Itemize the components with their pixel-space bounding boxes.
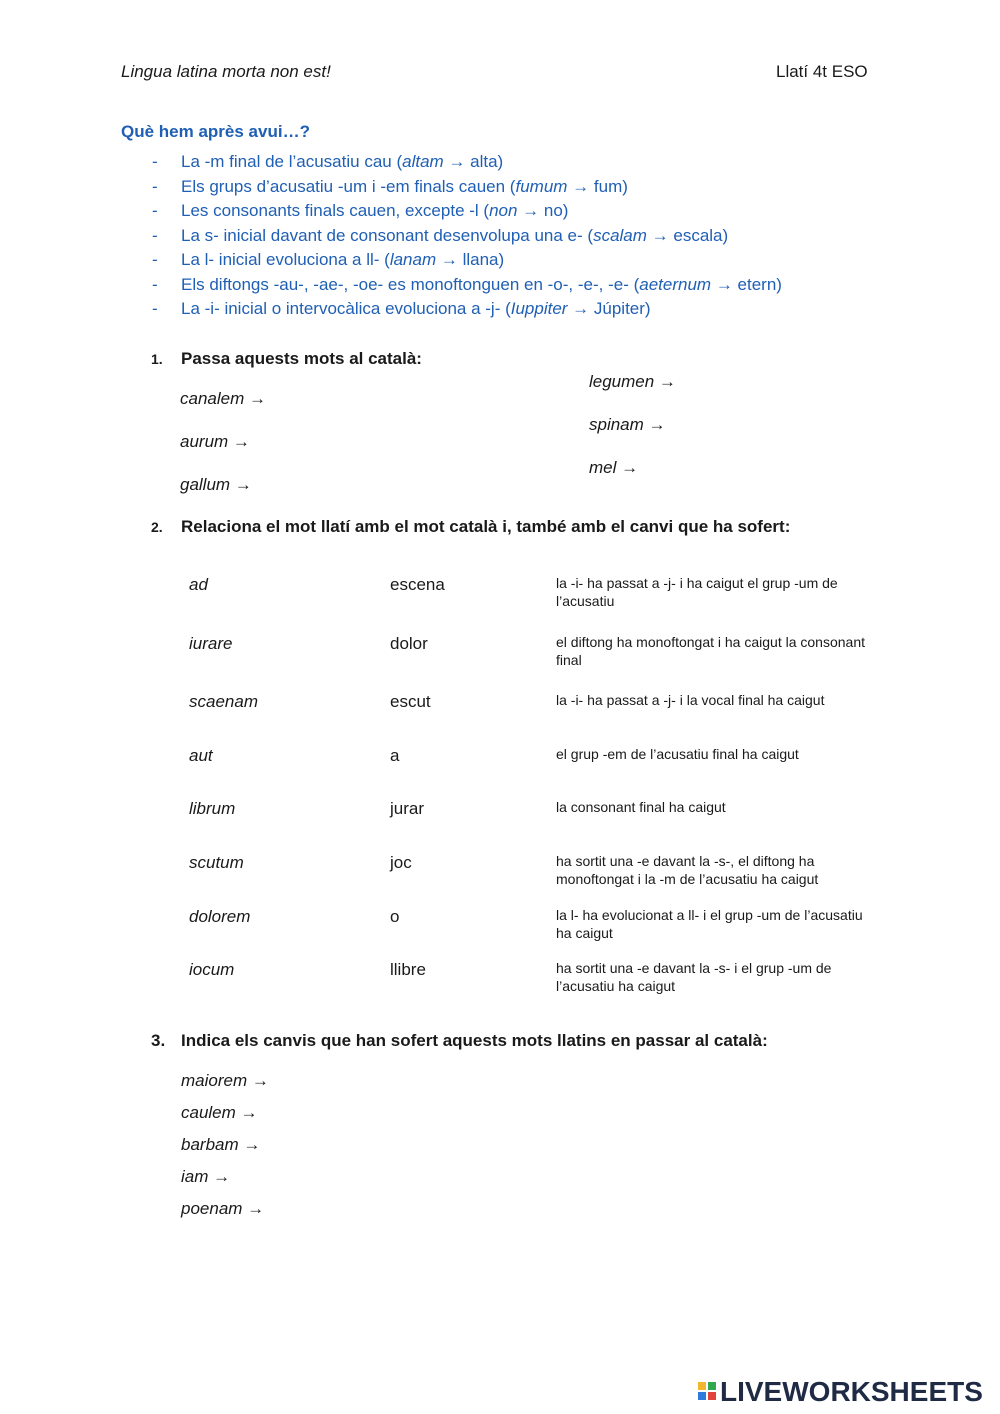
match-catalan-word[interactable]: dolor: [390, 634, 428, 653]
bullet-dash: -: [152, 274, 158, 294]
rule-latin-example: altam: [402, 152, 444, 171]
rule-result: → llana): [436, 250, 505, 269]
match-latin-word[interactable]: iocum: [189, 960, 235, 979]
recap-rule: [152, 299, 651, 319]
rule-result: → fum): [567, 176, 628, 196]
match-latin-word[interactable]: ad: [189, 575, 208, 594]
match-latin-word[interactable]: librum: [189, 799, 236, 818]
match-change-description[interactable]: la consonant final ha caigut: [556, 799, 726, 815]
rule-latin-example: lanam: [389, 250, 437, 269]
match-change-description[interactable]: la -i- ha passat a -j- i la vocal final ha caigut: [556, 692, 825, 708]
recap-rule: [152, 176, 628, 197]
rule-text: Els diftongs -au-, -ae-, -oe- es monoftonguen en -o-, -e-, -e- (: [181, 274, 640, 294]
recap-title: Què hem après avui…?: [121, 122, 310, 141]
latin-word-prompt: mel →: [589, 458, 639, 477]
rule-text: La -m final de l’acusatiu cau (: [181, 152, 403, 171]
match-latin-word[interactable]: iurare: [189, 634, 233, 653]
rule-text: La -i- inicial o intervocàlica evoluciona a -j- (: [181, 299, 511, 318]
rule-latin-example: aeternum: [639, 274, 712, 294]
bullet-dash: -: [152, 225, 158, 245]
rule-text: Les consonants finals cauen, excepte -l (: [181, 201, 490, 220]
match-change-description[interactable]: el diftong ha monoftongat i ha caigut la consonant final: [556, 634, 865, 668]
recap-rule: [152, 250, 505, 270]
match-catalan-word[interactable]: llibre: [390, 960, 426, 979]
bullet-dash: -: [152, 201, 158, 220]
exercise1-number: 1.: [151, 351, 163, 367]
rule-text: Els grups d’acusatiu -um i -em finals cauen (: [181, 176, 516, 196]
rule-result: → Júpiter): [567, 299, 651, 318]
latin-word-prompt: aurum →: [180, 432, 250, 451]
rule-result: → etern): [711, 274, 782, 294]
rule-latin-example: non: [489, 201, 518, 220]
latin-word-prompt: caulem →: [181, 1103, 258, 1122]
rule-result: → alta): [443, 152, 504, 171]
match-catalan-word[interactable]: o: [390, 907, 400, 926]
match-latin-word[interactable]: dolorem: [189, 907, 251, 926]
recap-rule: [152, 201, 569, 221]
latin-word-prompt: iam →: [181, 1167, 231, 1186]
exercise2-number: 2.: [151, 519, 163, 535]
match-latin-word[interactable]: scaenam: [189, 692, 258, 711]
match-change-description[interactable]: la l- ha evolucionat a ll- i el grup -um de l’acusatiu ha caigut: [556, 907, 863, 941]
rule-result: → no): [517, 201, 569, 220]
latin-word-prompt: barbam →: [181, 1135, 261, 1154]
rule-latin-example: scalam: [593, 225, 647, 245]
exercise2-heading: [151, 517, 791, 537]
liveworksheets-logo-icon: [698, 1382, 716, 1400]
latin-word-prompt: maiorem →: [181, 1071, 269, 1090]
bullet-dash: -: [152, 250, 158, 269]
bullet-dash: -: [152, 152, 158, 171]
header-right-course: Llatí 4t ESO: [776, 62, 868, 81]
bullet-dash: -: [152, 299, 158, 318]
recap-rule: [152, 152, 504, 172]
match-latin-word[interactable]: aut: [189, 746, 213, 765]
rule-result: → escala): [646, 225, 729, 245]
exercise2-title: Relaciona el mot llatí amb el mot català i, també amb el canvi que ha sofert:: [181, 517, 791, 536]
match-change-description[interactable]: la -i- ha passat a -j- i ha caigut el grup -um de l’acusatiu: [556, 575, 838, 609]
exercise1-title: Passa aquests mots al català:: [181, 349, 422, 368]
rule-latin-example: Iuppiter: [510, 299, 568, 318]
match-catalan-word[interactable]: escut: [390, 692, 431, 711]
rule-latin-example: fumum: [515, 176, 568, 196]
match-catalan-word[interactable]: jurar: [390, 799, 425, 818]
liveworksheets-watermark: LIVEWORKSHEETS: [720, 1376, 983, 1407]
exercise1-heading: [151, 349, 422, 369]
match-latin-word[interactable]: scutum: [189, 853, 244, 872]
exercise3-heading: [151, 1031, 768, 1051]
latin-word-prompt: spinam →: [589, 415, 666, 434]
recap-rule: [152, 274, 782, 295]
exercise3-number: 3.: [151, 1031, 166, 1050]
bullet-dash: -: [152, 176, 158, 196]
match-catalan-word[interactable]: joc: [390, 853, 412, 872]
header-left-title: Lingua latina morta non est!: [121, 62, 331, 81]
latin-word-prompt: poenam →: [181, 1199, 265, 1218]
latin-word-prompt: legumen →: [589, 372, 676, 391]
match-catalan-word[interactable]: a: [390, 746, 400, 765]
match-change-description[interactable]: ha sortit una -e davant la -s- i el grup -um de l’acusatiu ha caigut: [556, 960, 832, 994]
rule-text: La l- inicial evoluciona a ll- (: [181, 250, 390, 269]
exercise3-title: Indica els canvis que han sofert aquests mots llatins en passar al català:: [181, 1031, 768, 1050]
match-change-description[interactable]: el grup -em de l’acusatiu final ha caigut: [556, 746, 799, 762]
match-change-description[interactable]: ha sortit una -e davant la -s-, el diftong ha monoftongat i la -m de l’acusatiu ha caigut: [556, 853, 819, 887]
latin-word-prompt: gallum →: [180, 475, 252, 494]
recap-rule: [152, 225, 729, 246]
match-catalan-word[interactable]: escena: [390, 575, 445, 594]
rule-text: La s- inicial davant de consonant desenvolupa una e- (: [181, 225, 594, 245]
latin-word-prompt: canalem →: [180, 389, 266, 408]
